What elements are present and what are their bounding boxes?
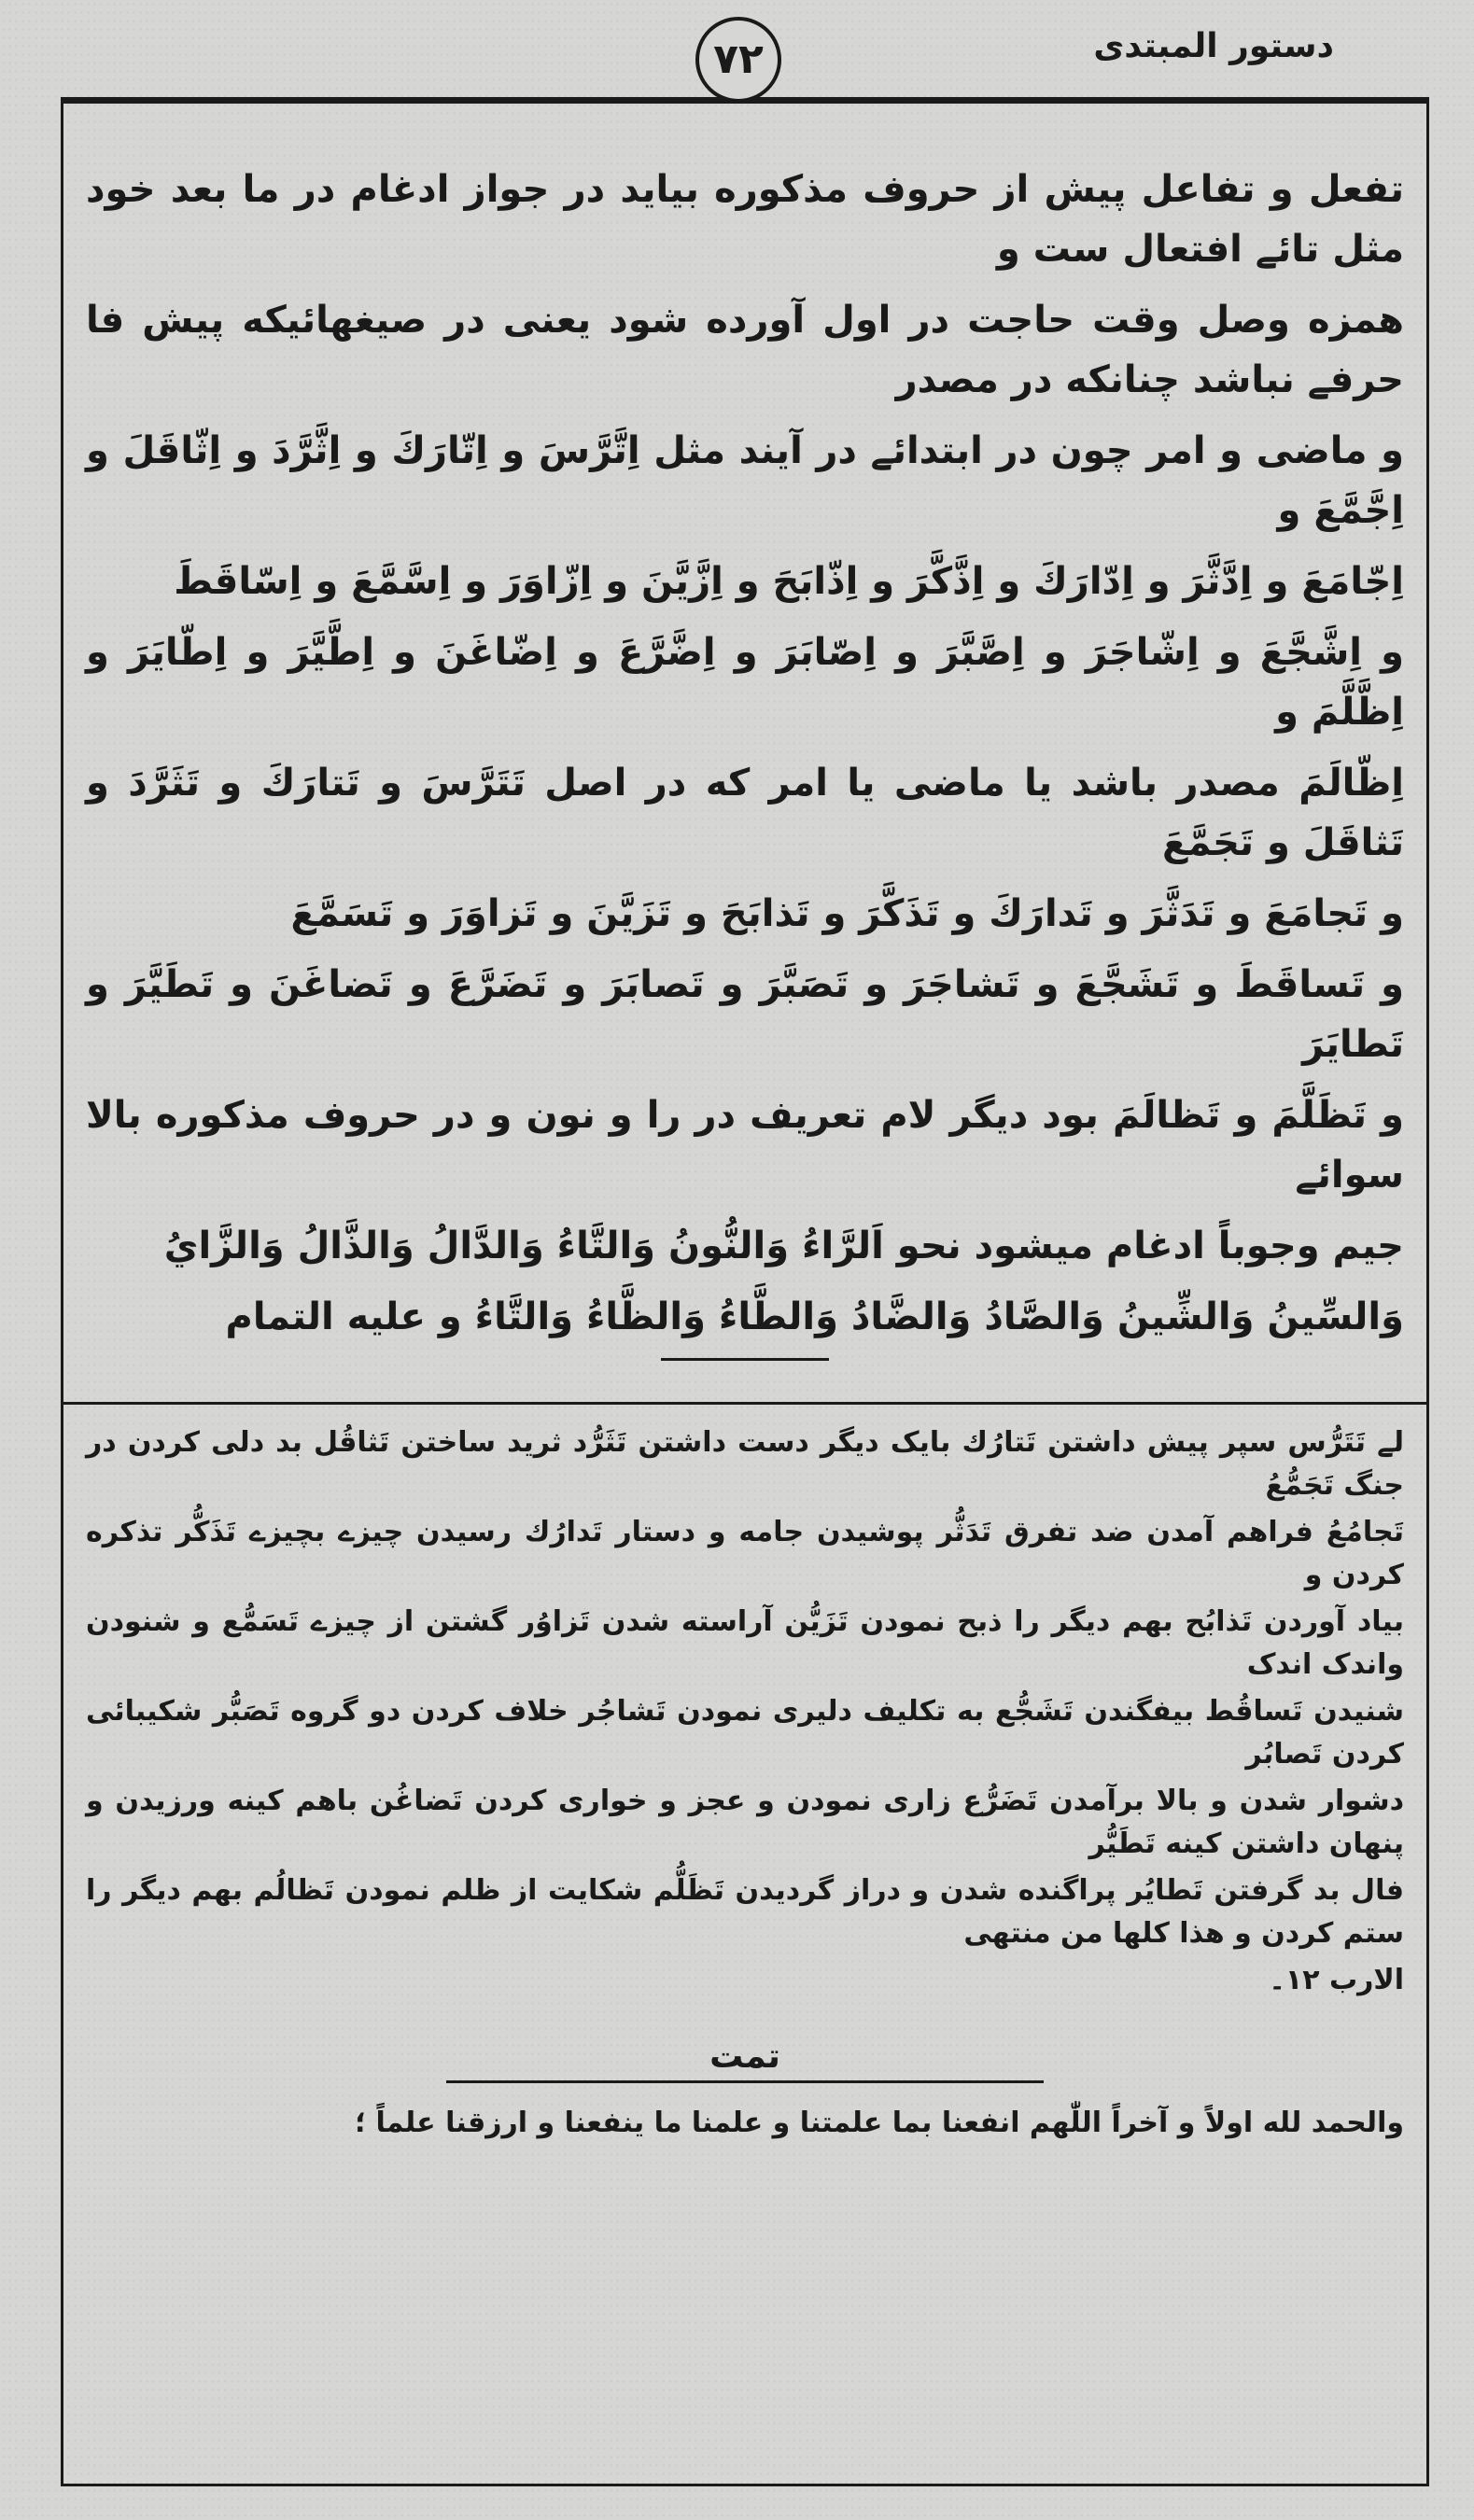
footnote-line: تَجامُعُ فراهم آمدن ضد تفرق تَدَثُّر پوشیدن جامه و دستار تَدارُك رسیدن چیزے بچیزے تَذَكُّر تذکره کردن و [86,1516,1404,1591]
footnote-line: بیاد آوردن تَذابُح بهم دیگر را ذبح نمودن تَزَيُّن آراسته شدن تَزاوُر گشتن از چیزے تَسَمُّع و شنودن واندک اندک [86,1605,1404,1681]
end-rule [446,2080,1044,2083]
main-line: اِجّامَعَ و اِدَّثَّرَ و اِدّارَكَ و اِذَّكَّرَ و اِذّابَحَ و اِزَّيَّنَ و اِزّاوَرَ و اِسَّمَّعَ و اِسّاقَطَ [174,560,1404,603]
main-line: همزه وصل وقت حاجت در اول آورده شود یعنی در صیغهائیکه پیش فا حرفے نباشد چنانکه در مصدر [86,299,1404,401]
main-text [63,104,1426,1402]
footnote-reference: الارب ۱۲۔ [1269,1964,1404,1996]
main-line: جیم وجوباً ادغام میشود نحو اَلرَّاءُ وَالنُّونُ وَالتَّاءُ وَالدَّالُ وَالذَّالُ وَالزَّايُ [163,1225,1404,1267]
main-line: و ماضی و امر چون در ابتدائے در آیند مثل اِتَّرَّسَ و اِتّارَكَ و اِثَّرَّدَ و اِثّاقَلَ و اِجَّمَّعَ و [86,429,1404,532]
main-line: وَالسِّينُ وَالشِّينُ وَالصَّادُ وَالضَّادُ وَالطَّاءُ وَالظَّاءُ وَالتَّاءُ و علیه التمام [225,1295,1404,1338]
end-mark: تمت [709,2037,780,2076]
page-frame [61,97,1429,2486]
closing-prayer: والحمد لله اولاً و آخراً اللّٰهم انفعنا بما علمتنا و علمنا ما ینفعنا و ارزقنا علماً ؛ [355,2107,1404,2139]
page-number: ۷۲ [695,17,781,103]
main-line: اِظّالَمَ مصدر باشد یا ماضی یا امر که در اصل تَتَرَّسَ و تَتارَكَ و تَثَرَّدَ و تَثاقَلَ و تَجَمَّعَ [86,762,1404,864]
main-line: تفعل و تفاعل پیش از حروف مذکوره بیاید در جواز ادغام در ما بعد خود مثل تائے افتعال ست و [86,168,1404,271]
main-line: و اِشَّجَّعَ و اِشّاجَرَ و اِصَّبَّرَ و اِصّابَرَ و اِضَّرَّعَ و اِضّاغَنَ و اِطَّيَّرَ و اِطّايَرَ و اِظَّلَّمَ و [86,631,1404,734]
footnote-line: لے تَتَرُّس سپر پیش داشتن تَتارُك بایک دیگر دست داشتن تَثَرُّد ثرید ساختن تَثاقُل بد دلی کردن در جنگ تَجَمُّعُ [86,1426,1404,1502]
running-header-book-title: دستور المبتدی [1093,27,1334,65]
main-line: و تَجامَعَ و تَدَثَّرَ و تَدارَكَ و تَذَكَّرَ و تَذابَحَ و تَزَيَّنَ و تَزاوَرَ و تَسَمَّعَ [290,892,1404,935]
footnotes [63,1405,1426,2015]
main-line: و تَظَلَّمَ و تَظالَمَ بود دیگر لام تعریف در را و نون و در حروف مذکوره بالا سوائے [86,1094,1404,1197]
end-block [446,2034,1044,2083]
main-line: و تَساقَطَ و تَشَجَّعَ و تَشاجَرَ و تَصَبَّرَ و تَصابَرَ و تَضَرَّعَ و تَضاغَنَ و تَطَيَّرَ و تَطايَرَ [86,963,1404,1066]
section-ornament-rule [661,1358,829,1361]
footnote-line: فال بد گرفتن تَطايُر پراگنده شدن و دراز گردیدن تَظَلُّم شکایت از ظلم نمودن تَظالُم بهم دیگر را ستم کردن و هذا کلها من منتهی [86,1874,1404,1950]
footnote-line: شنیدن تَساقُط بیفگندن تَشَجُّع به تکلیف دلیری نمودن تَشاجُر خلاف کردن دو گروه تَصَبُّر شکیبائی کردن تَصابُر [86,1695,1404,1771]
footnote-line: دشوار شدن و بالا برآمدن تَضَرُّع زاری نمودن و عجز و خواری کردن تَضاغُن باهم کینه ورزیدن و پنهان داشتن کینه تَطَيُّر [86,1785,1404,1860]
